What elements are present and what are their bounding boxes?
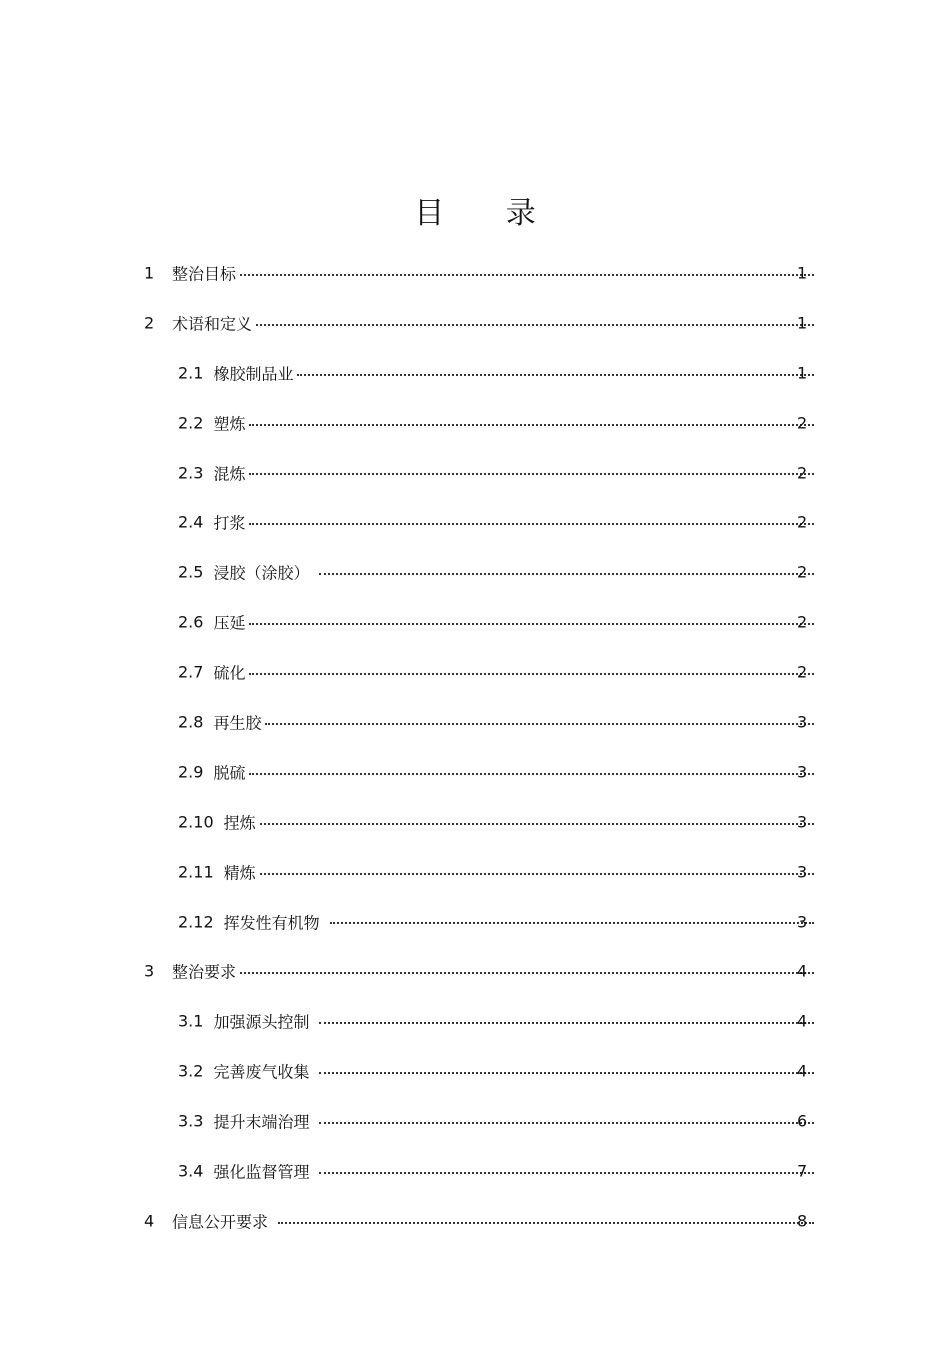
toc-entry-label: 脱硫 <box>213 763 246 783</box>
toc-dot-leader <box>330 922 814 924</box>
toc-entry-page: 3 <box>797 762 808 782</box>
toc-entry-page: 4 <box>797 1061 808 1081</box>
toc-entry[interactable] <box>0 897 950 947</box>
toc-entry[interactable] <box>0 398 950 448</box>
toc-entry-label: 整治目标 <box>172 264 237 284</box>
toc-entry-label: 提升末端治理 <box>213 1112 310 1132</box>
toc-entry-page: 3 <box>797 712 808 732</box>
toc-entry[interactable] <box>0 1046 950 1096</box>
toc-entry-page: 4 <box>797 1011 808 1031</box>
toc-entry[interactable] <box>0 248 950 298</box>
table-of-contents <box>0 248 950 1246</box>
toc-entry-page: 2 <box>797 612 808 632</box>
toc-entry[interactable] <box>0 448 950 498</box>
toc-dot-leader <box>256 324 814 326</box>
toc-dot-leader <box>240 274 814 276</box>
toc-entry-number: 2.9 <box>178 762 204 782</box>
toc-entry-page: 2 <box>797 662 808 682</box>
toc-entry-number: 2.7 <box>178 662 204 682</box>
toc-entry-label: 压延 <box>213 613 246 633</box>
toc-entry-page: 1 <box>797 263 808 283</box>
toc-entry-label: 捏炼 <box>223 813 256 833</box>
toc-entry-number: 3.2 <box>178 1061 204 1081</box>
toc-entry-label: 再生胶 <box>213 713 262 733</box>
toc-dot-leader <box>249 773 814 775</box>
toc-entry[interactable] <box>0 298 950 348</box>
toc-entry-label: 加强源头控制 <box>213 1012 310 1032</box>
toc-dot-leader <box>249 523 814 525</box>
toc-dot-leader <box>249 473 814 475</box>
toc-entry-number: 3.1 <box>178 1011 204 1031</box>
toc-entry-label: 信息公开要求 <box>172 1212 269 1232</box>
toc-entry-page: 1 <box>797 363 808 383</box>
toc-dot-leader <box>260 873 814 875</box>
toc-entry-label: 硫化 <box>213 663 246 683</box>
toc-entry-number: 2.6 <box>178 612 204 632</box>
toc-entry-page: 4 <box>797 961 808 981</box>
toc-entry-number: 2.4 <box>178 512 204 532</box>
toc-entry[interactable] <box>0 497 950 547</box>
toc-entry[interactable] <box>0 996 950 1046</box>
toc-entry[interactable] <box>0 597 950 647</box>
toc-entry-number: 2.5 <box>178 562 204 582</box>
toc-entry[interactable] <box>0 847 950 897</box>
toc-entry-number: 2.8 <box>178 712 204 732</box>
toc-entry-label: 挥发性有机物 <box>223 913 320 933</box>
toc-entry[interactable] <box>0 647 950 697</box>
toc-entry-label: 强化监督管理 <box>213 1162 310 1182</box>
toc-dot-leader <box>319 1172 814 1174</box>
toc-entry[interactable] <box>0 946 950 996</box>
toc-entry-page: 7 <box>797 1161 808 1181</box>
toc-entry[interactable] <box>0 747 950 797</box>
toc-entry[interactable] <box>0 348 950 398</box>
toc-entry-page: 6 <box>797 1111 808 1131</box>
toc-entry[interactable] <box>0 547 950 597</box>
toc-entry-page: 3 <box>797 812 808 832</box>
toc-entry-page: 2 <box>797 512 808 532</box>
toc-entry-label: 浸胶（涂胶） <box>213 563 310 583</box>
toc-entry-label: 整治要求 <box>172 962 237 982</box>
toc-entry-label: 精炼 <box>223 863 256 883</box>
toc-entry-number: 2.1 <box>178 363 204 383</box>
toc-entry-number: 3.3 <box>178 1111 204 1131</box>
toc-entry-number: 2 <box>144 313 155 333</box>
toc-entry-page: 2 <box>797 562 808 582</box>
toc-entry-number: 2.12 <box>178 912 214 932</box>
toc-entry-number: 4 <box>144 1211 155 1231</box>
toc-entry-label: 塑炼 <box>213 414 246 434</box>
toc-dot-leader <box>278 1222 814 1224</box>
toc-entry-label: 完善废气收集 <box>213 1062 310 1082</box>
toc-entry-number: 2.2 <box>178 413 204 433</box>
toc-dot-leader <box>319 1122 814 1124</box>
toc-entry-label: 混炼 <box>213 464 246 483</box>
toc-entry-number: 3 <box>144 961 155 981</box>
toc-entry-page: 3 <box>797 862 808 882</box>
toc-entry-page: 1 <box>797 313 808 333</box>
toc-entry-page: 2 <box>797 463 808 482</box>
toc-dot-leader <box>319 1072 814 1074</box>
toc-entry[interactable] <box>0 1146 950 1196</box>
toc-entry[interactable] <box>0 797 950 847</box>
toc-entry-number: 2.10 <box>178 812 214 832</box>
toc-entry-page: 3 <box>797 912 808 932</box>
toc-dot-leader <box>249 623 814 625</box>
toc-dot-leader <box>319 1022 814 1024</box>
page-title: 目 录 <box>414 196 562 231</box>
toc-entry-page: 2 <box>797 413 808 433</box>
toc-entry-number: 2.3 <box>178 463 204 482</box>
toc-entry[interactable] <box>0 1196 950 1246</box>
toc-entry-label: 橡胶制品业 <box>213 364 294 384</box>
toc-entry-page: 8 <box>797 1211 808 1231</box>
toc-entry-number: 1 <box>144 263 155 283</box>
toc-dot-leader <box>240 972 814 974</box>
toc-entry-label: 打浆 <box>213 513 246 533</box>
toc-dot-leader <box>265 723 814 725</box>
toc-dot-leader <box>260 823 814 825</box>
toc-dot-leader <box>249 673 814 675</box>
toc-dot-leader <box>249 424 814 426</box>
toc-entry-label: 术语和定义 <box>172 314 253 334</box>
toc-entry[interactable] <box>0 697 950 747</box>
toc-entry-number: 3.4 <box>178 1161 204 1181</box>
toc-entry-number: 2.11 <box>178 862 214 882</box>
toc-dot-leader <box>319 573 814 575</box>
toc-entry[interactable] <box>0 1096 950 1146</box>
toc-dot-leader <box>297 374 814 376</box>
